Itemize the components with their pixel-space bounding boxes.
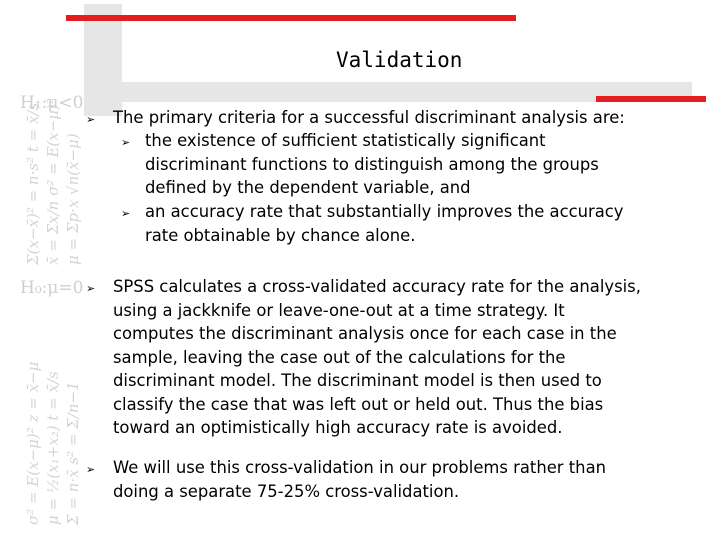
decorative-formula-strip (0, 85, 88, 535)
sub-bullet-1-text: the existence of sufficient statistically significant discriminant functions to distinguish among the groups defined by the dependent variable, and (145, 131, 599, 197)
sub-bullet-arrow-icon: ➢ (121, 207, 131, 220)
sub-bullet-2-text: an accuracy rate that substantially improves the accuracy rate obtainable by chance alone. (145, 202, 624, 245)
decorative-formula-rot-3: μ = Σp·x √n(x̄−μ) (64, 133, 82, 265)
sub-bullet-arrow-icon: ➢ (121, 136, 131, 149)
bullet-1-text: The primary criteria for a successful discriminant analysis are: (113, 108, 625, 127)
decorative-formula-rot-5: μ = ½(x₁+x₂) t = x̄/s (44, 371, 62, 525)
decorative-formula-rot-1: Σ(x−x̄)² = n·s² t = x̄/s (24, 102, 42, 265)
decorative-formula-h0: H₀:μ=0 (20, 278, 84, 298)
bullet-3-text: We will use this cross-validation in our problems rather than doing a separate 75-25% cross-validation. (113, 458, 606, 501)
bullet-arrow-icon: ➢ (86, 113, 96, 126)
slide-title: Validation (336, 48, 463, 72)
bullet-2-text: SPSS calculates a cross-validated accuracy rate for the analysis, using a jackknife or leave-one-out at a time strategy. It computes the discriminant analysis once for each case in the sample, leaving the case out of the calculations for the discriminant model. The discriminant model is then used to classify the case that was left out or held out. Thus the bias toward an optimistically high accuracy rate is avoided. (113, 277, 641, 437)
decorative-formula-rot-4: σ² = E(x−μ)² z = x̄−μ (24, 361, 42, 525)
decorative-red-rule-right (596, 96, 706, 102)
bullet-arrow-icon: ➢ (86, 463, 96, 476)
bullet-arrow-icon: ➢ (86, 282, 96, 295)
decorative-red-rule-top (66, 15, 516, 21)
decorative-formula-h1: H₁:μ<0 (20, 93, 84, 113)
decorative-formula-rot-2: x̄ = Σx/n σ² = E(x−μ)² (44, 98, 62, 265)
decorative-formula-rot-6: Σ = n·x̄ s² = Σ/n−1 (64, 381, 82, 525)
